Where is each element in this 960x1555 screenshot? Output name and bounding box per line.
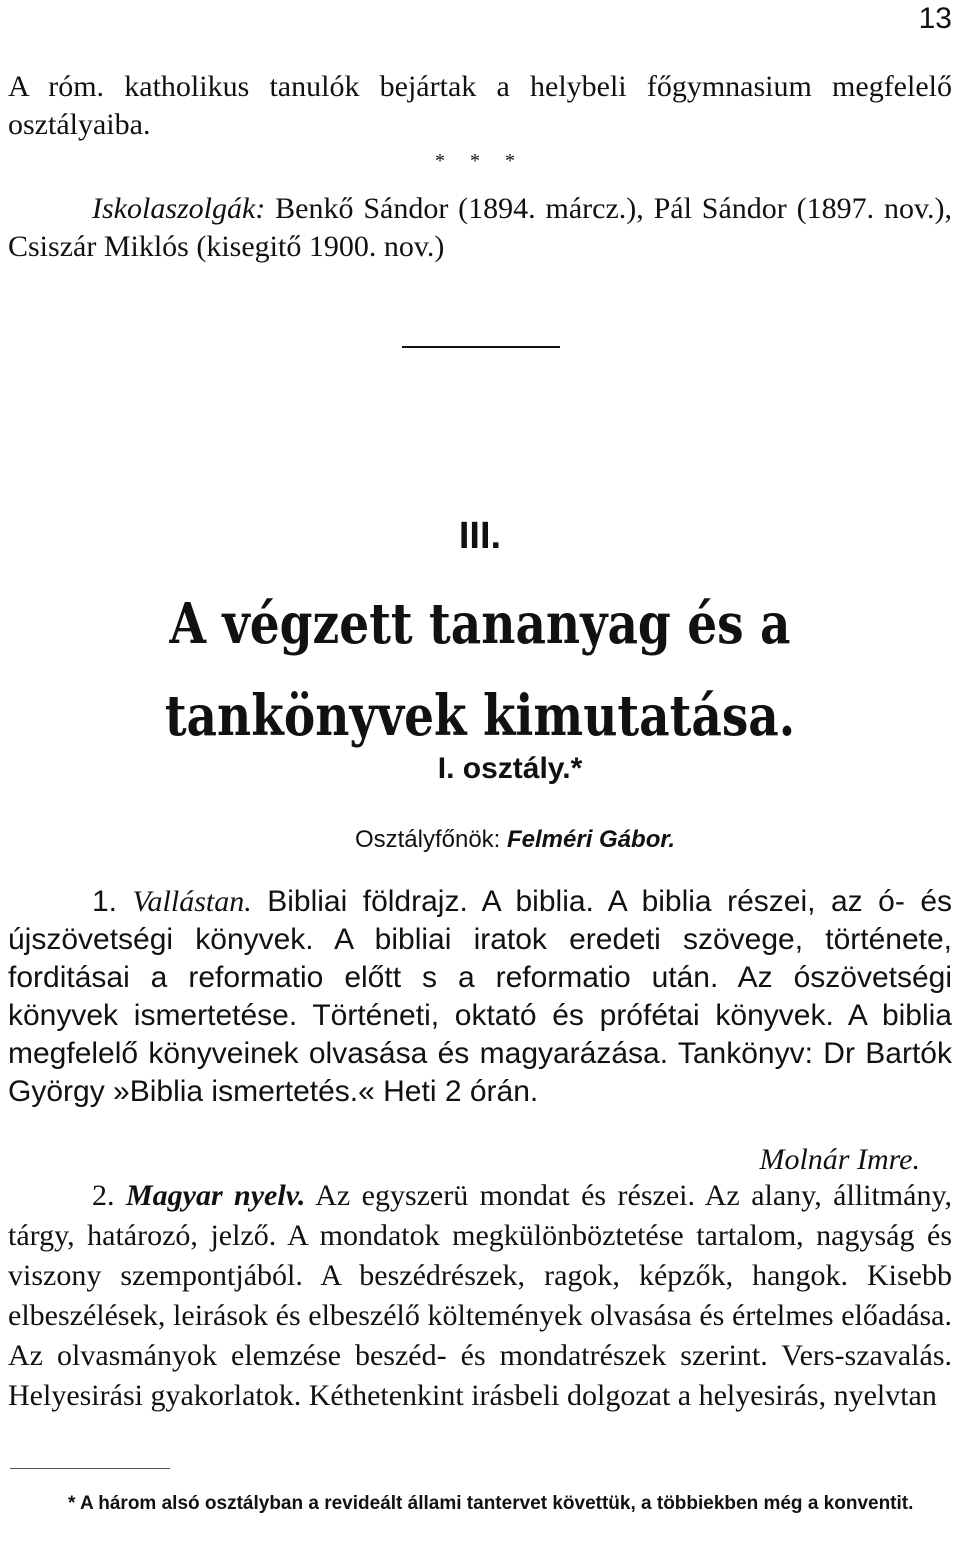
section-title: A végzett tananyag és a tankönyvek kimutatása.	[164, 591, 796, 749]
subject1-teacher: Molnár Imre.	[759, 1143, 920, 1176]
section-roman-numeral: III.	[458, 515, 502, 557]
class-head-label: Osztályfőnök:	[354, 826, 507, 853]
servants-text: Benkő Sándor (1894. márcz.), Pál Sándor (1897. nov.), Csiszár Miklós (kisegitő 1900. nov.)	[8, 192, 952, 263]
subject1-text: Bibliai földrajz. A biblia. A biblia részei, az ó- és újszövetségi könyvek. A bibliai iratok eredeti szövege, története, forditásai a reformatio előtt s a reformatio után. Az ószövetségi könyvek ismertetése. Történeti, oktató és prófétai könyvek. A biblia megfelelő könyveinek olvasása és magyarázása. Tankönyv: Dr Bartók György »Biblia ismertetés.« Heti 2 órán.	[8, 885, 953, 1108]
school-servants-paragraph	[8, 190, 952, 266]
subject2-text: Az egyszerü mondat és részei. Az alany, állitmány, tárgy, határozó, jelző. A mondatok megkülönböztetése tartalom, nagyság és viszony szempontjából. A beszédrészek, ragok, képzők, hangok. Kisebb elbeszélések, leirások és elbeszélő költemények olvasása és értelmes előadása. Az olvasmányok elemzése beszéd- és mondatrészek szerint. Vers-szavalás. Helyesirási gyakorlatok. Kéthetenkint irásbeli dolgozat a helyesirás, nyelvtan	[8, 1179, 953, 1412]
subject-hungarian-paragraph	[8, 1176, 952, 1416]
footnote: * A három alsó osztályban a revideált állami tantervet követtük, a többiekben még a konventit.	[68, 1493, 914, 1514]
class-heading: I. osztály.*	[437, 752, 583, 785]
section-divider	[402, 346, 560, 348]
subject1-name: Vallástan.	[132, 885, 252, 918]
subject-religion-paragraph	[8, 883, 952, 1111]
servants-label: Iskolaszolgák:	[92, 192, 266, 225]
page-number: 13	[918, 2, 952, 35]
subject2-name: Magyar nyelv.	[125, 1179, 306, 1212]
footnote-divider	[10, 1468, 170, 1469]
subject2-number: 2.	[92, 1179, 126, 1212]
asterism-separator: * * *	[435, 150, 525, 172]
class-head-name: Felméri Gábor.	[507, 826, 676, 853]
class-head-line	[0, 826, 960, 854]
intro-paragraph: A róm. katholikus tanulók bejártak a helybeli főgymnasium megfelelő osztályaiba.	[8, 70, 952, 141]
subject1-number: 1.	[92, 885, 133, 918]
